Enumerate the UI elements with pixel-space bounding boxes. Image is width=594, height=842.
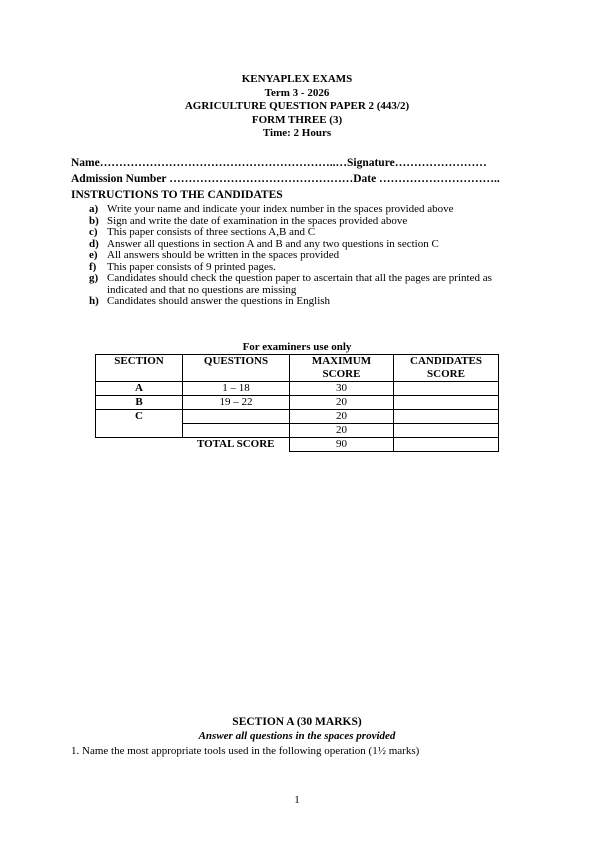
header-section: SECTION	[96, 355, 183, 382]
empty-cell	[96, 438, 183, 452]
max-score-cell: 20	[290, 396, 394, 410]
candidate-score-cell[interactable]	[394, 424, 499, 438]
instructions-list	[89, 204, 529, 308]
section-cell: A	[96, 382, 183, 396]
exam-header	[0, 73, 594, 141]
instruction-item: b) Sign and write the date of examination in the spaces provided above	[89, 214, 408, 227]
table-caption: For examiners use only	[242, 341, 352, 353]
instruction-item: f) This paper consists of 9 printed pages.	[89, 260, 276, 273]
total-score-value: 90	[290, 438, 394, 452]
total-row	[96, 438, 499, 452]
instructions-title: INSTRUCTIONS TO THE CANDIDATES	[71, 189, 283, 201]
question-1: 1. Name the most appropriate tools used in the following operation (1½ marks)	[71, 745, 420, 757]
exam-term: Term 3 - 2026	[264, 86, 330, 99]
header-maximum-score: MAXIMUM SCORE	[290, 355, 394, 382]
exam-time: Time: 2 Hours	[262, 127, 332, 139]
candidate-score-cell[interactable]	[394, 382, 499, 396]
max-score-cell: 30	[290, 382, 394, 396]
instruction-item: g) Candidates should check the question paper to ascertain that all the pages are printed as indicated and that no questions are missing	[89, 272, 492, 296]
instruction-item: c) This paper consists of three sections A,B and C	[89, 226, 316, 238]
candidate-score-cell[interactable]	[394, 396, 499, 410]
instruction-item: e) All answers should be written in the spaces provided	[89, 249, 340, 261]
candidate-score-cell[interactable]	[394, 410, 499, 424]
header-questions: QUESTIONS	[183, 355, 290, 382]
section-cell: B	[96, 396, 183, 410]
questions-cell	[183, 424, 290, 438]
questions-cell: 1 – 18	[183, 382, 290, 396]
section-a-title: SECTION A (30 MARKS)	[232, 716, 362, 728]
table-header-row	[96, 355, 499, 382]
name-signature-line[interactable]: Name……………………………………………………..…Signature……………………	[71, 157, 487, 169]
max-score-cell: 20	[290, 424, 394, 438]
page-number: 1	[294, 794, 300, 806]
table-row	[96, 382, 499, 396]
questions-cell: 19 – 22	[183, 396, 290, 410]
table-row	[96, 410, 499, 424]
instruction-item: d) Answer all questions in section A and B and any two questions in section C	[89, 237, 439, 250]
header-candidates-score: CANDIDATES SCORE	[394, 355, 499, 382]
instruction-item: a) Write your name and indicate your index number in the spaces provided above	[89, 203, 454, 215]
max-score-cell: 20	[290, 410, 394, 424]
total-score-label: TOTAL SCORE	[183, 438, 290, 452]
admission-date-line[interactable]: Admission Number …………………………………………Date …………………………..	[71, 173, 500, 185]
score-table	[95, 354, 499, 452]
total-candidate-score[interactable]	[394, 438, 499, 452]
form-level: FORM THREE (3)	[251, 113, 343, 126]
paper-title: AGRICULTURE QUESTION PAPER 2 (443/2)	[184, 100, 410, 112]
section-cell: C	[96, 410, 183, 438]
exam-body-name: KENYAPLEX EXAMS	[241, 73, 353, 85]
table-row	[96, 396, 499, 410]
questions-cell	[183, 410, 290, 424]
instruction-item: h) Candidates should answer the questions in English	[89, 295, 331, 307]
section-a-instructions: Answer all questions in the spaces provided	[198, 730, 396, 742]
